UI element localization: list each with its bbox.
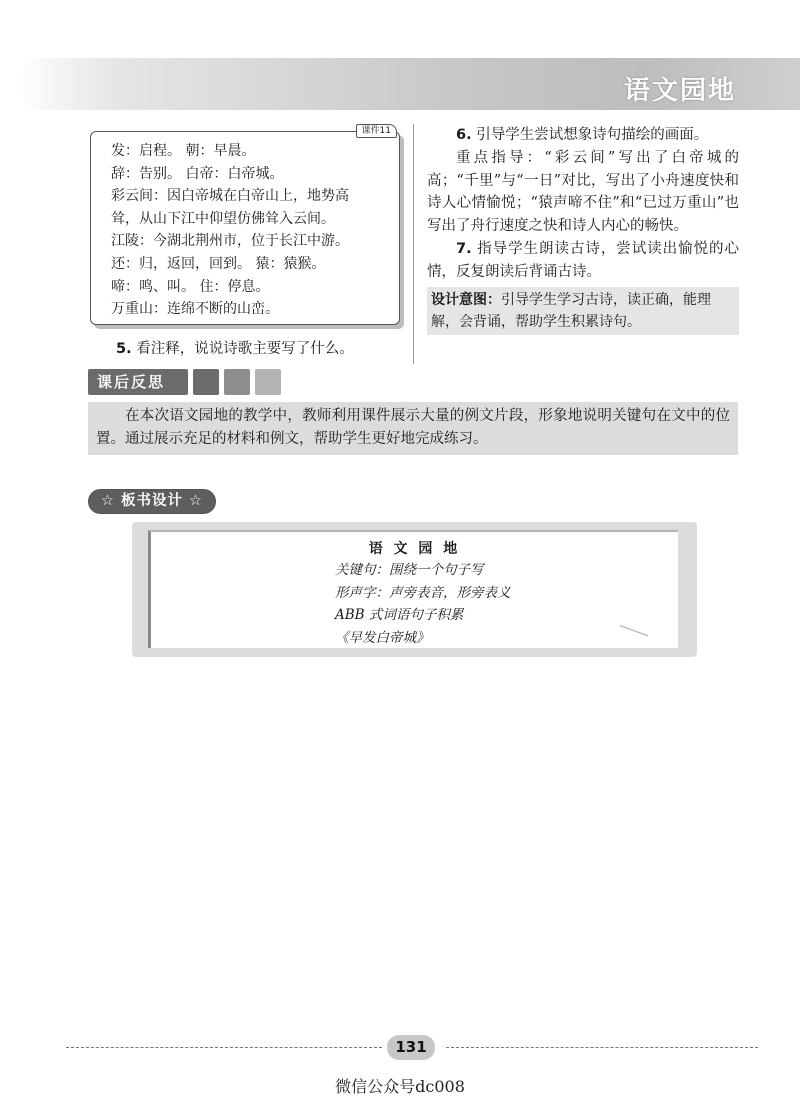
- board-line: ABB 式词语句子积累: [335, 607, 464, 623]
- note-line: 辞：告别。 白帝：白帝城。: [111, 165, 284, 182]
- blackboard: [148, 530, 678, 648]
- decor-square: [224, 369, 250, 395]
- note-lines: [111, 140, 393, 321]
- right-column: [427, 124, 739, 284]
- board-line: 《早发白帝城》: [335, 629, 430, 646]
- decor-square: [255, 369, 281, 395]
- board-title: 语 文 园 地: [368, 541, 461, 557]
- note-line: 江陵：今湖北荆州市，位于长江中游。: [111, 233, 349, 250]
- chalk-icon: [618, 625, 648, 641]
- board-design-tab: ☆ 板书设计 ☆: [88, 489, 216, 514]
- board-line: 关键句：围绕一个句子写: [335, 562, 484, 578]
- design-intent-label: 设计意图：: [431, 292, 501, 308]
- courseware-note-box: [90, 126, 400, 325]
- column-divider: [413, 124, 414, 364]
- reflection-tab: 课后反思: [88, 369, 188, 395]
- note-line: 还：归，返回，回到。 猿：猿猴。: [111, 255, 326, 272]
- note-line: 万重山：连绵不断的山峦。: [111, 301, 279, 318]
- footer-dashed-line: [446, 1047, 758, 1048]
- design-intent-box: [427, 287, 739, 335]
- reflection-text: 在本次语文园地的教学中，教师利用课件展示大量的例文片段，形象地说明关键句在文中的位置。通过展示充足的材料和例文，帮助学生更好地完成练习。: [88, 402, 738, 455]
- step-text: 引导学生尝试想象诗句描绘的画面。: [476, 127, 709, 143]
- page-title: 语文园地: [623, 76, 736, 106]
- courseware-tag: 课件11: [356, 124, 397, 138]
- step-text: 看注释，说说诗歌主要写了什么。: [136, 341, 354, 357]
- board-lines: [335, 559, 511, 649]
- step-7: [427, 238, 739, 284]
- step-5: [116, 337, 354, 358]
- decor-square: [193, 369, 219, 395]
- step-text: 指导学生朗读古诗，尝试读出愉悦的心情，反复朗读后背诵古诗。: [427, 240, 740, 280]
- footer-dashed-line: [66, 1047, 382, 1048]
- key-guidance: 重点指导：“彩云间”写出了白帝城的高；“千里”与“一日”对比，写出了小舟速度快和诗人心情愉悦；“猿声啼不住”和“已过万重山”也写出了舟行速度之快和诗人内心的畅快。: [427, 149, 739, 235]
- step-number: 5.: [116, 341, 132, 357]
- note-line: 耸，从山下江中仰望仿佛耸入云间。: [111, 210, 335, 227]
- page-number: 131: [387, 1035, 435, 1060]
- note-line: 发：启程。 朝：早晨。: [111, 143, 256, 159]
- watermark: 微信公众号dc008: [335, 1077, 465, 1096]
- step-6: [427, 124, 739, 147]
- note-line: 啼：鸣、叫。 住：停息。: [111, 278, 270, 295]
- step-number: 7.: [456, 240, 472, 257]
- note-line: 彩云间：因白帝城在白帝山上，地势高: [111, 188, 349, 205]
- design-intent-text: 引导学生学习古诗，读正确，能理解，会背诵，帮助学生积累诗句。: [431, 292, 711, 330]
- step-number: 6.: [456, 127, 472, 143]
- board-line: 形声字：声旁表音，形旁表义: [335, 584, 511, 601]
